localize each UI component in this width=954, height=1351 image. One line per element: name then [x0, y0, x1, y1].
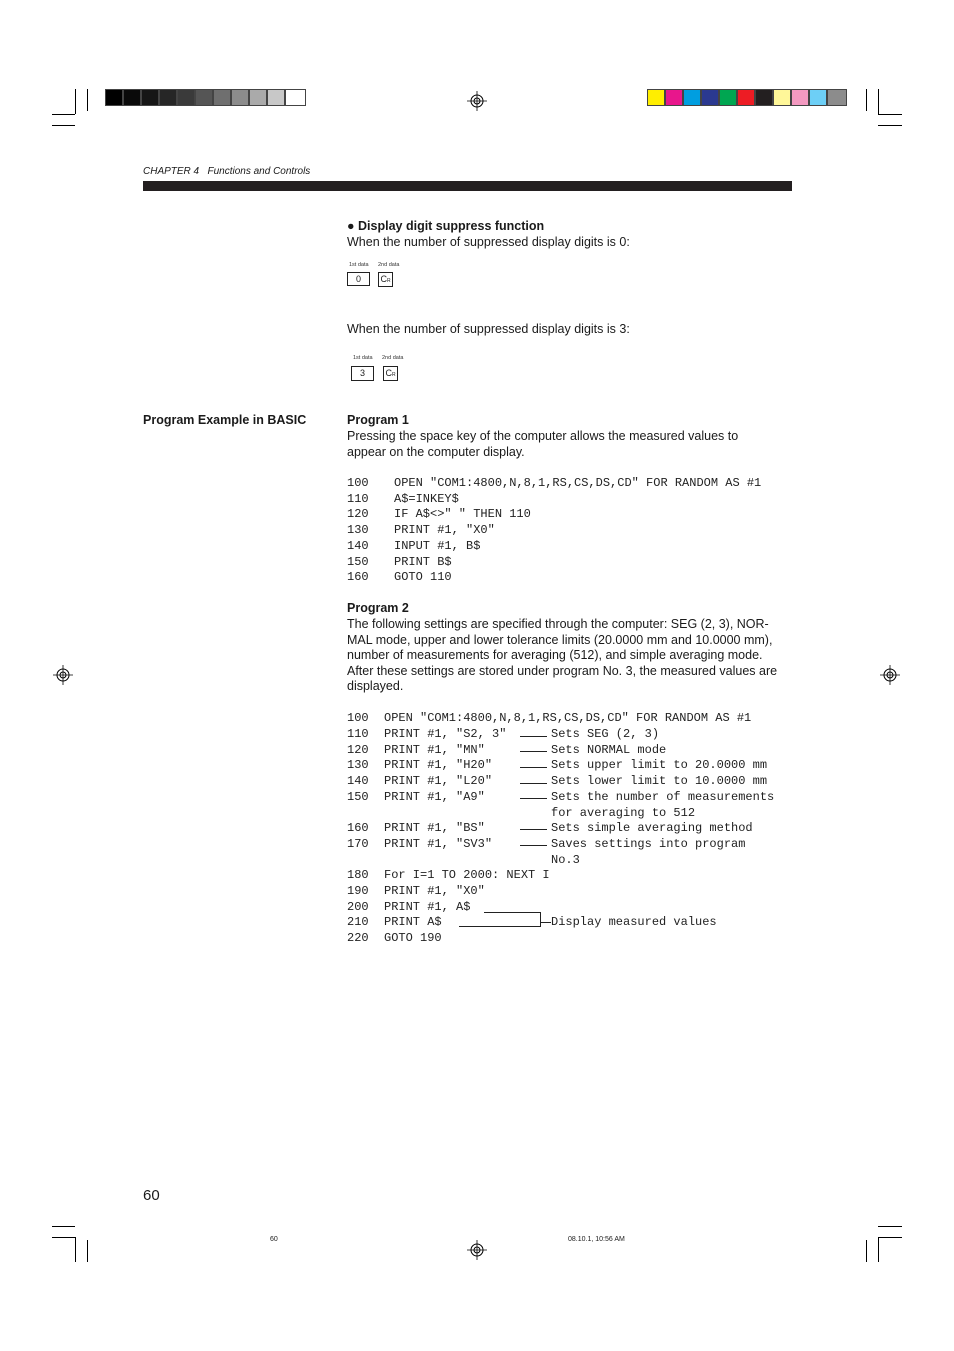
code-line-number: 130 [347, 523, 369, 538]
annotation-leader-line [520, 829, 547, 830]
code-annotation: No.3 [551, 853, 580, 867]
chapter-label: CHAPTER 4 [143, 166, 200, 177]
key-cr-sub: R [391, 372, 396, 378]
program2-desc-line: displayed. [347, 679, 404, 694]
code-line-number: 150 [347, 790, 369, 804]
code-line-number: 140 [347, 774, 369, 788]
gray-swatch [213, 89, 231, 106]
key-three: 3 [351, 366, 374, 381]
code-line-number: 210 [347, 915, 369, 929]
program2-desc-line: MAL mode, upper and lower tolerance limits (20.0000 mm and 10.0000 mm), [347, 632, 773, 647]
second-data-label: 2nd data [382, 355, 404, 361]
code-statement: PRINT B$ [394, 554, 452, 569]
footer-page-ref: 60 [270, 1236, 278, 1243]
gray-swatch [249, 89, 267, 106]
code-line-number: 220 [347, 931, 369, 945]
key-cr [378, 272, 393, 287]
code-line-number: 100 [347, 711, 369, 725]
key-cr-sub: R [386, 278, 391, 284]
code-annotation: Saves settings into program [551, 837, 746, 851]
first-data-label: 1st data [349, 262, 369, 268]
code-annotation: Sets NORMAL mode [551, 743, 667, 757]
running-header [143, 166, 310, 177]
color-swatch [701, 89, 719, 106]
code-line-number: 200 [347, 900, 369, 914]
program1-description [347, 429, 738, 460]
color-swatch [683, 89, 701, 106]
code-line-number: 100 [347, 476, 369, 490]
key-cr-main: C [385, 368, 392, 378]
gray-swatch [195, 89, 213, 106]
key-cr [383, 366, 398, 381]
key-cr-main: C [380, 274, 387, 284]
footer-timestamp: 08.10.1, 10:56 AM [568, 1236, 625, 1243]
annotation-leader-line [520, 845, 547, 846]
program1-desc-line: Pressing the space key of the computer allows the measured values to [347, 429, 739, 443]
annotation-leader-line [520, 798, 547, 799]
code-statement: A$=INKEY$ [394, 491, 459, 506]
code-line-number: 140 [347, 538, 369, 553]
code-line-number: 130 [347, 758, 369, 772]
suppress-heading: ● Display digit suppress function [347, 219, 545, 233]
color-swatch [755, 89, 773, 106]
suppress-case0-text: When the number of suppressed display digits is 0: [347, 235, 630, 249]
gray-swatch [267, 89, 285, 106]
code-statement: IF A$<>" " THEN 110 [394, 507, 531, 522]
code-line-number: 190 [347, 884, 369, 898]
code-line-number: 120 [347, 743, 369, 757]
program2-desc-line: After these settings are stored under program No. 3, the measured values are [347, 663, 778, 678]
code-annotation: Display measured values [551, 915, 717, 929]
code-annotation: Sets upper limit to 20.0000 mm [551, 758, 768, 772]
code-line-number: 160 [347, 570, 369, 585]
gray-swatch [177, 89, 195, 106]
gray-swatch [105, 89, 123, 106]
gray-swatch [285, 89, 306, 106]
code-line-number: 110 [347, 727, 369, 741]
registration-mark-icon [53, 665, 73, 685]
code-annotation: Sets the number of measurements [551, 790, 775, 804]
chapter-title: Functions and Controls [207, 166, 311, 177]
code-line-number: 110 [347, 491, 369, 506]
code-statement: PRINT #1, "X0" [384, 884, 485, 898]
second-data-label: 2nd data [378, 262, 400, 268]
code-statement: PRINT #1, "MN" [384, 743, 485, 757]
code-annotation: Sets lower limit to 10.0000 mm [551, 774, 768, 788]
program1-desc-line: appear on the computer display. [347, 444, 525, 459]
code-statement: PRINT #1, "BS" [384, 821, 485, 835]
code-line-number: 120 [347, 507, 369, 522]
suppress-case3-text: When the number of suppressed display digits is 3: [347, 322, 630, 336]
key-zero: 0 [347, 272, 370, 286]
program2-desc-line: number of measurements for averaging (512), and simple averaging mode. [347, 648, 763, 663]
color-swatch [809, 89, 827, 106]
code-statement: PRINT #1, "L20" [384, 774, 493, 788]
color-swatch [827, 89, 847, 106]
code-statement: PRINT #1, "X0" [394, 523, 495, 538]
annotation-leader-line [520, 751, 547, 752]
annotation-leader-line [520, 767, 547, 768]
code-statement: PRINT #1, "SV3" [384, 837, 493, 851]
color-swatch [737, 89, 755, 106]
gray-swatch [141, 89, 159, 106]
gray-swatch [231, 89, 249, 106]
registration-mark-icon [467, 91, 487, 111]
code-statement: GOTO 190 [384, 931, 442, 945]
first-data-label: 1st data [353, 355, 373, 361]
color-swatch [647, 89, 665, 106]
registration-mark-icon [880, 665, 900, 685]
code-annotation: Sets SEG (2, 3) [551, 727, 660, 741]
header-rule [143, 181, 792, 191]
program2-description [347, 617, 777, 695]
section-title: Program Example in BASIC [143, 413, 307, 427]
code-annotation: Sets simple averaging method [551, 821, 753, 835]
registration-mark-icon [467, 1240, 487, 1260]
annotation-leader-line [520, 736, 547, 737]
page-number: 60 [143, 1187, 160, 1204]
annotation-leader-line [520, 783, 547, 784]
color-swatch [791, 89, 809, 106]
code-line-number: 160 [347, 821, 369, 835]
gray-swatch [123, 89, 141, 106]
program2-desc-line: The following settings are specified through the computer: SEG (2, 3), NOR- [347, 617, 769, 631]
code-statement: OPEN "COM1:4800,N,8,1,RS,CS,DS,CD" FOR RANDOM AS #1 [384, 711, 752, 725]
gray-swatch [159, 89, 177, 106]
code-statement: PRINT #1, "A9" [384, 790, 485, 804]
code-line-number: 150 [347, 554, 369, 569]
code-statement: For I=1 TO 2000: NEXT I [384, 868, 550, 882]
color-swatch [773, 89, 791, 106]
code-statement: PRINT #1, "S2, 3" [384, 727, 507, 741]
code-statement: PRINT A$ [384, 915, 442, 929]
color-swatch [719, 89, 737, 106]
program2-title: Program 2 [347, 601, 409, 615]
program1-title: Program 1 [347, 413, 409, 427]
code-statement: OPEN "COM1:4800,N,8,1,RS,CS,DS,CD" FOR RANDOM AS #1 [394, 476, 762, 490]
code-line-number: 180 [347, 868, 369, 882]
code-annotation: for averaging to 512 [551, 806, 696, 820]
code-statement: INPUT #1, B$ [394, 538, 481, 553]
code-line-number: 170 [347, 837, 369, 851]
code-statement: GOTO 110 [394, 570, 452, 585]
code-statement: PRINT #1, "H20" [384, 758, 493, 772]
code-statement: PRINT #1, A$ [384, 900, 471, 914]
color-swatch [665, 89, 683, 106]
